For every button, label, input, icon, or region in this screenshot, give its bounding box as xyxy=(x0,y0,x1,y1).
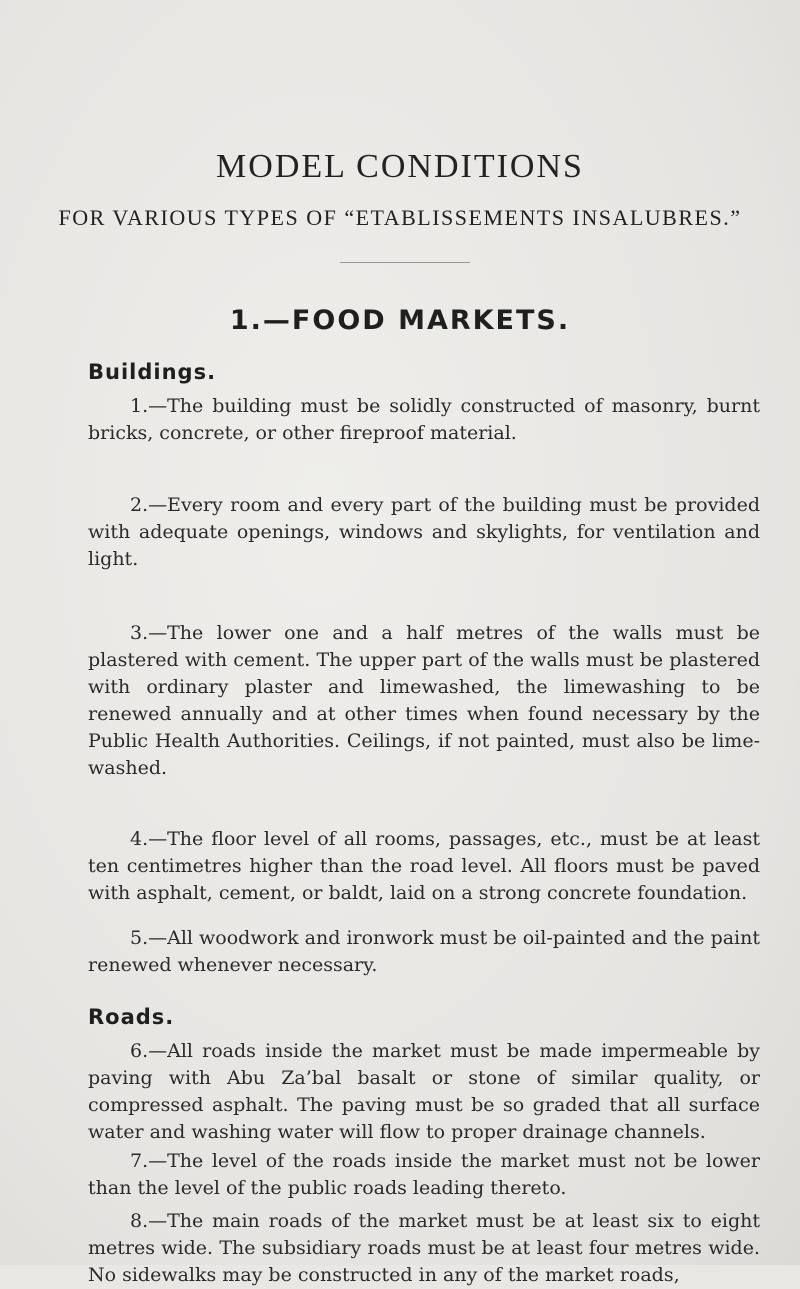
section-heading: 1.—FOOD MARKETS. xyxy=(229,305,571,336)
paragraph-3: 3.—The lower one and a half metres of the walls must be plastered with cement. The upper part of the walls must be plastered with ordinary plaster and limewashed, the limewashing to be renewed annually and at other times when found necessary by the Public Health Authorities. Ceilings, if not painted, must also be lime-washed. xyxy=(88,622,760,779)
paragraph-2: 2.—Every room and every part of the building must be provided with adequate openings, windows and skylights, for ventilation and light. xyxy=(88,494,760,570)
paragraph-5: 5.—All woodwork and ironwork must be oil-painted and the paint renewed whenever necessary. xyxy=(88,927,761,976)
title-divider xyxy=(340,262,470,263)
document-subtitle: FOR VARIOUS TYPES OF “ETABLISSEMENTS INSALUBRES.” xyxy=(58,205,742,230)
paragraph-6: 6.—All roads inside the market must be made impermeable by paving with Abu Za’bal basalt or stone of similar quality, or compressed asphalt. The paving must be so graded that all surface water and washing water will flow to proper drainage channels. xyxy=(88,1040,760,1143)
paragraph-7: 7.—The level of the roads inside the market must not be lower than the level of the public roads leading thereto. xyxy=(88,1150,760,1199)
buildings-heading: Buildings. xyxy=(88,360,217,384)
roads-heading: Roads. xyxy=(88,1005,175,1029)
paragraph-8: 8.—The main roads of the market must be at least six to eight metres wide. The subsidiary roads must be at least four metres wide. No sidewalks may be constructed in any of the market roads, xyxy=(88,1210,760,1286)
paragraph-4: 4.—The floor level of all rooms, passages, etc., must be at least ten centimetres higher than the road level. All floors must be paved with asphalt, cement, or baldt, laid on a strong concrete foundation. xyxy=(88,828,760,904)
document-title: MODEL CONDITIONS xyxy=(216,148,584,185)
paragraph-1: 1.—The building must be solidly constructed of masonry, burnt bricks, concrete, or other fireproof material. xyxy=(88,395,760,444)
